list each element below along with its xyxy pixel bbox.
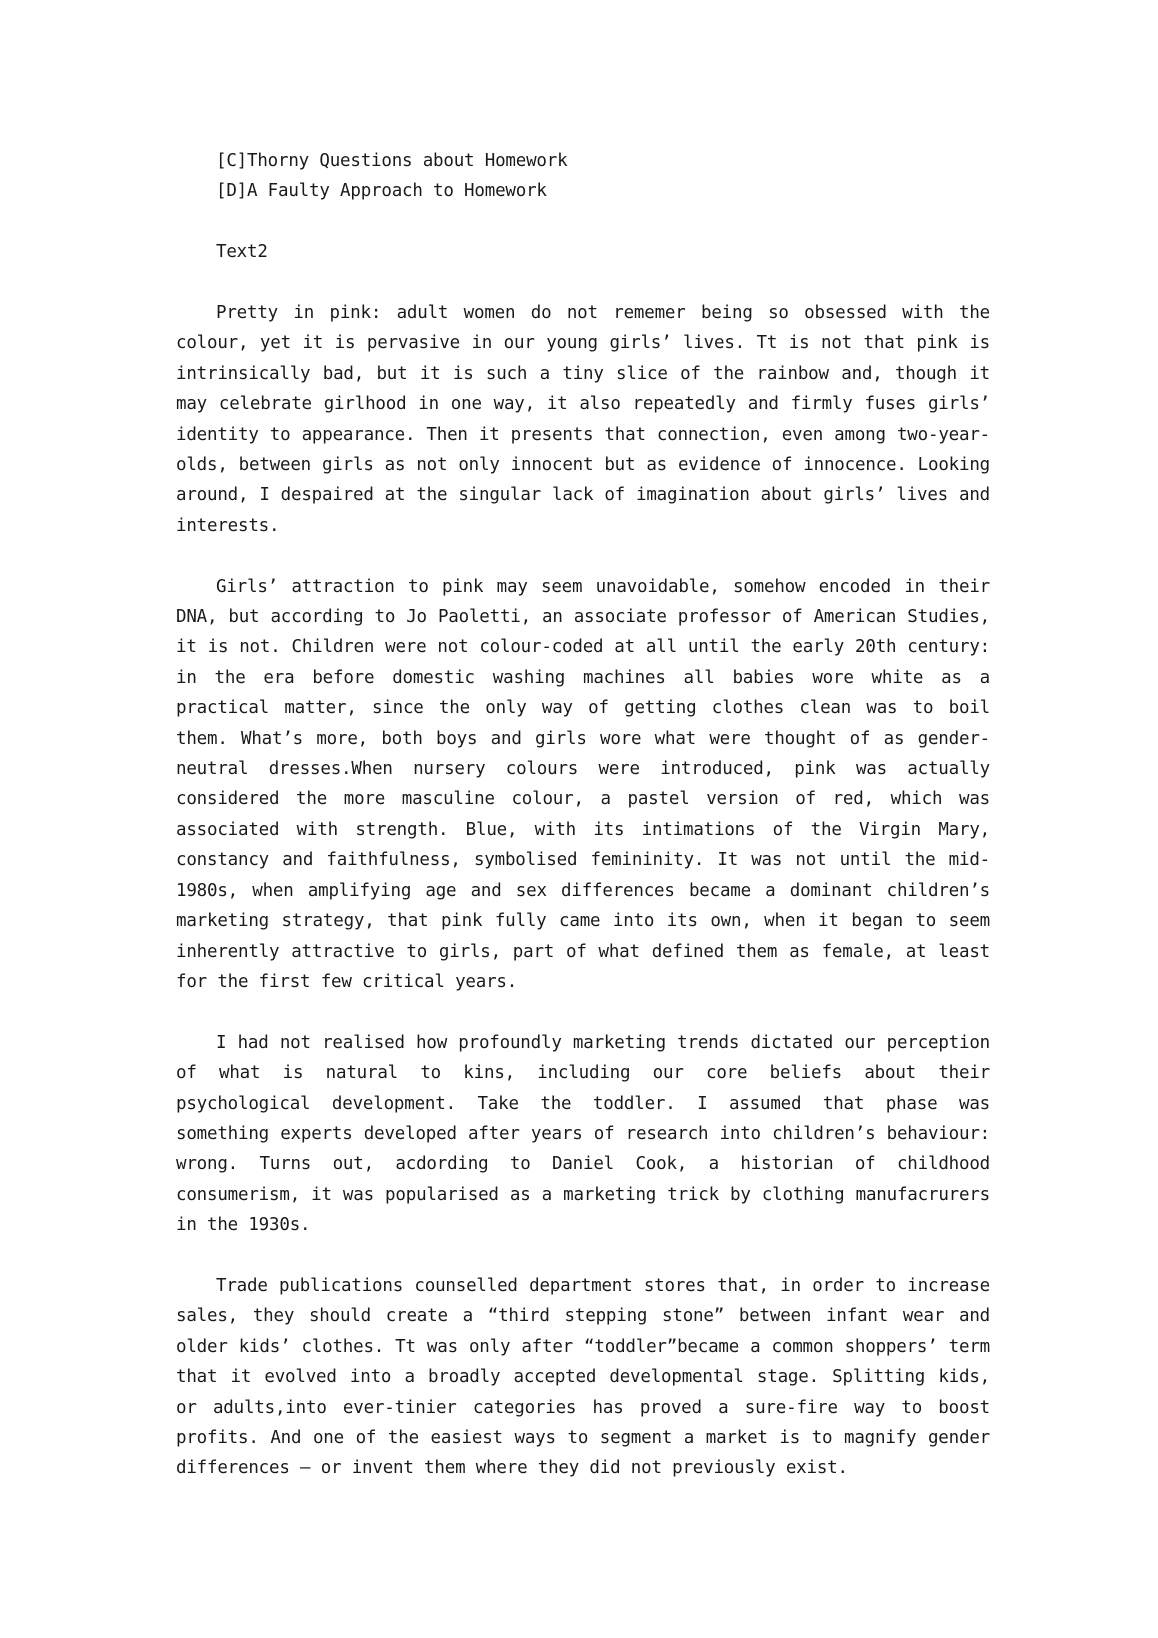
document-page [176,146,990,1514]
paragraph-3: I had not realised how profoundly marketing trends dictated our perception of what is natural to kins, including our core beliefs about their psychological development. Take the toddler. I assumed that phase was something experts developed after years of research into children’s behaviour: wrong. Turns out, acdording to Daniel Cook, a historian of childhood consumerism, it was popularised as a marketing trick by clothing manufacrurers in the 1930s. [176,1032,990,1236]
paragraph-1: Pretty in pink: adult women do not rememer being so obsessed with the colour, yet it is pervasive in our young girls’ lives. Tt is not that pink is intrinsically bad, but it is such a tiny slice of the rainbow and, though it may celebrate girlhood in one way, it also repeatedly and firmly fuses girls’ identity to appearance. Then it presents that connection, even among two-year-olds, between girls as not only innocent but as evidence of innocence. Looking around, I despaired at the singular lack of imagination about girls’ lives and interests. [176,303,990,536]
paragraph-2: Girls’ attraction to pink may seem unavoidable, somehow encoded in their DNA, but according to Jo Paoletti, an associate professor of American Studies, it is not. Children were not colour-coded at all until the early 20th century: in the era before domestic washing machines all babies wore white as a practical matter, since the only way of getting clothes clean was to boil them. What’s more, both boys and girls wore what were thought of as gender-neutral dresses.When nursery colours were introduced, pink was actually considered the more masculine colour, a pastel version of red, which was associated with strength. Blue, with its intimations of the Virgin Mary, constancy and faithfulness, symbolised femininity. It was not until the mid-1980s, when amplifying age and sex differences became a dominant children’s marketing strategy, that pink fully came into its own, when it began to seem inherently attractive to girls, part of what defined them as female, at least for the first few critical years. [176,576,990,992]
paragraph-4: Trade publications counselled department stores that, in order to increase sales, they should create a “third stepping stone” between infant wear and older kids’ clothes. Tt was only after “toddler”became a common shoppers’ term that it evolved into a broadly accepted developmental stage. Splitting kids, or adults,into ever-tinier categories has proved a sure-fire way to boost profits. And one of the easiest ways to segment a market is to magnify gender differences – or invent them where they did not previously exist. [176,1275,990,1479]
answer-option-c: [C]Thorny Questions about Homework [216,151,568,171]
answer-option-d: [D]A Faulty Approach to Homework [216,181,547,202]
section-title: Text2 [216,242,268,263]
